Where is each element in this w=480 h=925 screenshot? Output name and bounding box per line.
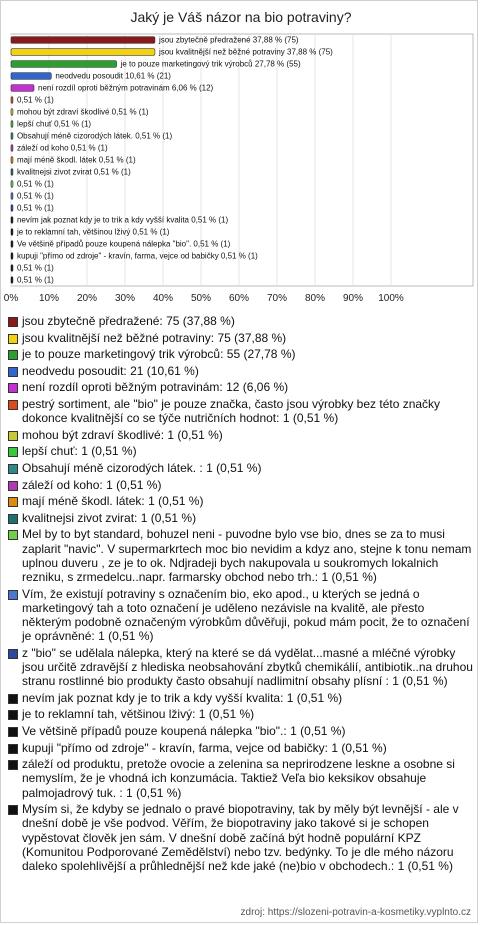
legend-count: 1 — [106, 477, 113, 492]
legend-item — [7, 724, 475, 738]
legend-item — [7, 347, 475, 361]
bar-data-label: 0,51 % (1) — [16, 263, 54, 273]
bar — [11, 265, 13, 272]
legend-swatch — [8, 464, 18, 474]
legend-label: lepší chuť: 1 (0,51 %) — [22, 444, 137, 459]
legend-count: 1 — [140, 510, 148, 525]
legend-item — [7, 428, 475, 442]
legend-swatch — [8, 447, 18, 457]
legend-swatch — [8, 710, 18, 720]
x-tick-label: 60% — [228, 293, 250, 304]
legend-count: 55 — [226, 347, 241, 362]
bar — [11, 97, 13, 104]
legend-item — [7, 587, 475, 644]
legend-label: je to reklamní tah, většinou lživý: 1 (0,51 %) — [22, 707, 255, 722]
bar — [11, 181, 13, 188]
chart-title: Jaký je Váš názor na bio potraviny? — [130, 9, 352, 25]
legend-item — [7, 511, 475, 525]
legend-label: mají méně škodl. látek: 1 (0,51 %) — [22, 494, 204, 509]
bar — [11, 157, 13, 164]
bar — [11, 253, 13, 260]
x-tick-label: 90% — [342, 293, 364, 304]
legend-label: neodvedu posoudit: 21 (10,61 %) — [22, 363, 199, 378]
x-tick-label: 20% — [76, 293, 98, 304]
bar-data-label: kvalitnejsi zivot zvirat 0,51 % (1) — [16, 167, 131, 177]
legend-swatch — [8, 694, 18, 704]
legend-label: Mel by to byt standard, bohuzel neni - puvodne bylo vse bio, dnes se za to musi zaplarit "navic". V supermarkrtech moc bio nevidim a kdyz ano, stejne k tonu nemam uplnou duveru , ze je to ok. Ndjradeji bych nakupovala u soukromych lokalnich rezniku, s zrmedelcu..napr. farmarsky obchod nebo trh.: 1 (0,51 %) — [22, 527, 472, 584]
legend-item — [7, 478, 475, 492]
source-note: zdroj: https://slozeni-potravin-a-kosmetiky.vyplnto.cz — [240, 907, 471, 918]
legend-count: 12 — [226, 380, 240, 395]
legend-count: 1 — [126, 785, 133, 800]
bar-data-label: nevím jak poznat kdy je to trik a kdy vyšší kvalita 0,51 % (1) — [16, 215, 229, 225]
bar — [11, 277, 13, 284]
legend-label: záleží od produktu, pretože ovocie a zelenina sa neprirodzene leskne a osobne si nemyslím, že je vhodná ich konzumácia. Taktiež Veľa bio keksikov obsahuje palmojadrový tuk. : 1 (0,51 %) — [22, 757, 455, 800]
bar — [11, 73, 51, 80]
bar — [11, 193, 13, 200]
legend-swatch — [8, 400, 18, 410]
legend-count: 1 — [198, 707, 206, 722]
legend-label: Vím, že existují potraviny s označením bio, eko apod., u kterých se jedná o marketingový tah a toto označení je uděleno nezávisle na kvalitě, ale přesto některým podobně označeným výrobkům důvěřuji, pokud mám pocit, že to označení je oprávněné: 1 (0,51 %) — [22, 586, 470, 644]
legend-label: mohou být zdraví škodlivé: 1 (0,51 %) — [22, 427, 223, 442]
bar-chart — [1, 31, 478, 306]
bar-data-label: 0,51 % (1) — [16, 275, 54, 285]
legend-swatch — [8, 744, 18, 754]
legend-item — [7, 444, 475, 458]
legend-item — [7, 461, 475, 475]
legend-count: 1 — [290, 723, 297, 738]
x-tick-label: 10% — [38, 293, 60, 304]
legend-swatch — [8, 590, 18, 600]
legend-label: Ve většině případů pouze koupená nálepka "bio".: 1 (0,51 %) — [22, 723, 346, 738]
bar-data-label: Ve většině případů pouze koupená nálepka "bio". 0,51 % (1) — [16, 239, 231, 249]
legend-item — [7, 494, 475, 508]
legend-count: 1 — [286, 690, 294, 705]
bar-data-label: Obsahují méně cizorodých látek. 0,51 % (1) — [16, 131, 173, 141]
legend-item — [7, 691, 475, 705]
legend-label: jsou zbytečně předražené: 75 (37,88 %) — [22, 314, 235, 328]
legend-count: 1 — [321, 569, 329, 584]
bar — [11, 109, 13, 116]
bar-data-label: mají méně škodl. látek 0,51 % (1) — [16, 155, 136, 165]
legend-item — [7, 397, 475, 425]
legend-item — [7, 380, 475, 394]
legend-count: 1 — [282, 411, 290, 426]
legend-label: kvalitnejsi zivot zvirat: 1 (0,51 %) — [22, 510, 197, 525]
bar-data-label: 0,51 % (1) — [16, 191, 54, 201]
legend-swatch — [8, 481, 18, 491]
x-tick-label: 40% — [152, 293, 174, 304]
bar-data-label: neodvedu posoudit 10,61 % (21) — [55, 71, 171, 81]
x-tick-label: 0% — [3, 293, 19, 304]
bar-data-label: lepší chuť 0,51 % (1) — [16, 119, 92, 129]
bar — [11, 145, 13, 152]
bar — [11, 241, 13, 248]
legend-label: kupuji "přímo od zdroje" - kravín, farma, vejce od babičky: 1 (0,51 %) — [22, 740, 387, 755]
legend-item — [7, 707, 475, 721]
bar-data-label: 0,51 % (1) — [16, 203, 54, 213]
legend-count: 1 — [81, 444, 88, 459]
legend-item — [7, 527, 475, 584]
legend-swatch — [8, 317, 18, 327]
bar-data-label: kupuji "přímo od zdroje" - kravín, farma, vejce od babičky 0,51 % (1) — [16, 251, 258, 261]
legend-swatch — [8, 431, 18, 441]
legend-swatch — [8, 727, 18, 737]
bar — [11, 217, 13, 224]
legend-swatch — [8, 649, 18, 659]
legend-count: 1 — [206, 460, 213, 475]
legend-label: Mysím si, že kdyby se jednalo o pravé biopotraviny, tak by měly být levnější - ale v dnešní době je vše podvod. Věřím, že biopotraviny jako takové si je schopen vypěstovat člověk jen sám. V dnešní době začíná být hodně populární KPZ (Komunitou Podporované Zemědělství) nebo tzv. bedýnky. To je dle mého názoru daleko spolehlivější a průhlednější než kde jaké (ne)bio v obchodech.: 1 (0,51 %) — [22, 802, 459, 873]
legend-label: není rozdíl oproti běžným potravinám: 12 (6,06 %) — [22, 380, 289, 395]
chart-legend — [7, 314, 475, 876]
x-tick-label: 30% — [114, 293, 136, 304]
legend-label: z "bio" se udělala nálepka, který na které se dá vydělat...masné a mléčné výrobky jsou určitě zdravější z hlediska neobsahování zbytků chemikálií, antibiotik..na druhou stranu rostlinné bio produkty často obsahují nadlimitní obsahy plísní : 1 (0,51 %) — [22, 645, 473, 689]
legend-count: 1 — [98, 629, 105, 644]
legend-label: nevím jak poznat kdy je to trik a kdy vyšší kvalita: 1 (0,51 %) — [22, 690, 343, 705]
legend-swatch — [8, 334, 18, 344]
bar — [11, 229, 13, 236]
bar — [11, 169, 13, 176]
legend-item — [7, 646, 475, 689]
legend-count: 1 — [167, 427, 175, 442]
legend-swatch — [8, 367, 18, 377]
legend-item — [7, 331, 475, 345]
x-tick-label: 50% — [190, 293, 212, 304]
bar-data-label: je to reklamní tah, většinou lživý 0,51 % (1) — [16, 227, 170, 237]
legend-item — [7, 364, 475, 378]
legend-label: pestrý sortiment, ale "bio" je pouze značka, často jsou výrobky bez této značky dokonce kvalitnější co se týče nutričních hodnot: 1 (0,51 %) — [22, 396, 441, 426]
x-tick-label: 70% — [266, 293, 288, 304]
bar — [11, 121, 13, 128]
bar-data-label: jsou zbytečně předražené 37,88 % (75) — [158, 35, 299, 45]
legend-swatch — [8, 497, 18, 507]
legend-item — [7, 757, 475, 800]
legend-swatch — [8, 350, 18, 360]
legend-label: záleží od koho: 1 (0,51 %) — [22, 477, 162, 492]
legend-count: 1 — [148, 494, 155, 509]
bar-data-label: 0,51 % (1) — [16, 95, 54, 105]
bar-data-label: není rozdíl oproti běžným potravinám 6,06 % (12) — [38, 83, 214, 93]
bar — [11, 85, 34, 92]
x-tick-label: 100% — [378, 293, 404, 304]
legend-count: 75 — [166, 314, 180, 328]
bar — [11, 61, 117, 68]
bar — [11, 205, 13, 212]
x-tick-label: 80% — [304, 293, 326, 304]
legend-swatch — [8, 383, 18, 393]
legend-item — [7, 802, 475, 873]
legend-count: 1 — [397, 858, 405, 873]
bar-data-label: je to pouze marketingový trik výrobců 27,78 % (55) — [120, 59, 301, 69]
bar-data-label: mohou být zdraví škodlivé 0,51 % (1) — [16, 107, 149, 117]
legend-label: jsou kvalitnější než běžné potraviny: 75 (37,88 %) — [22, 330, 287, 345]
legend-label: je to pouze marketingový trik výrobců: 55 (27,78 %) — [22, 347, 296, 362]
legend-swatch — [8, 805, 18, 815]
legend-count: 1 — [331, 740, 339, 755]
bar — [11, 133, 13, 140]
legend-item — [7, 741, 475, 755]
bar — [11, 49, 155, 56]
bar-data-label: jsou kvalitnější než běžné potraviny 37,88 % (75) — [158, 47, 333, 57]
bar-data-label: záleží od koho 0,51 % (1) — [16, 143, 108, 153]
legend-label: Obsahují méně cizorodých látek. : 1 (0,51 %) — [22, 460, 262, 475]
bar — [11, 37, 155, 44]
legend-swatch — [8, 514, 18, 524]
legend-count: 75 — [217, 330, 231, 345]
legend-count: 21 — [130, 363, 144, 378]
legend-swatch — [8, 530, 18, 540]
legend-count: 1 — [392, 674, 399, 689]
legend-swatch — [8, 760, 18, 770]
bar-data-label: 0,51 % (1) — [16, 179, 54, 189]
legend-item — [7, 314, 475, 328]
